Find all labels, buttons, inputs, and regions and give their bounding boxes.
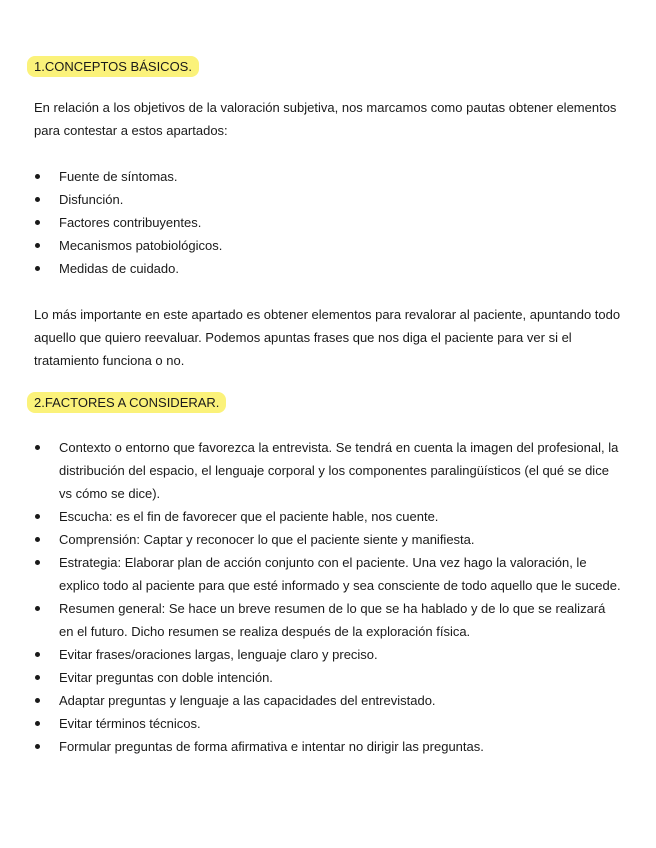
list-item-text: Comprensión: Captar y reconocer lo que el paciente siente y manifiesta. (59, 532, 475, 547)
list-item-text: Mecanismos patobiológicos. (59, 238, 223, 253)
list-item-text: Escucha: es el fin de favorecer que el paciente hable, nos cuente. (59, 509, 439, 524)
list-item-text: Medidas de cuidado. (59, 261, 179, 276)
list-item (34, 597, 622, 643)
list-item (34, 234, 622, 257)
list-item (34, 165, 622, 188)
bullet-icon (35, 744, 40, 749)
bullet-icon (35, 721, 40, 726)
bullet-icon (35, 197, 40, 202)
section-2-heading-wrapper (34, 392, 622, 413)
bullet-icon (35, 698, 40, 703)
section-1-list (34, 165, 622, 280)
bullet-icon (35, 514, 40, 519)
list-item-text: Resumen general: Se hace un breve resumen de lo que se ha hablado y de lo que se realizará en el futuro. Dicho resumen se realiza después de la exploración física. (59, 601, 606, 639)
list-item (34, 257, 622, 280)
list-item (34, 735, 622, 758)
list-item-text: Disfunción. (59, 192, 124, 207)
list-item (34, 211, 622, 234)
section-1-intro: En relación a los objetivos de la valoración subjetiva, nos marcamos como pautas obtener elementos para contestar a estos apartados: (34, 100, 617, 138)
section-1-heading: 1.CONCEPTOS BÁSICOS. (27, 56, 199, 77)
list-item-text: Fuente de síntomas. (59, 169, 178, 184)
list-item-text: Evitar términos técnicos. (59, 716, 201, 731)
list-item-text: Adaptar preguntas y lenguaje a las capacidades del entrevistado. (59, 693, 436, 708)
list-item-text: Evitar preguntas con doble intención. (59, 670, 273, 685)
list-item (34, 689, 622, 712)
section-2-list (34, 436, 622, 758)
section-1-closing: Lo más importante en este apartado es obtener elementos para revalorar al paciente, apuntando todo aquello que quiero reevaluar. Podemos apuntas frases que nos diga el paciente para ver si el tratamiento funciona o no. (34, 307, 621, 368)
list-item (34, 188, 622, 211)
bullet-icon (35, 174, 40, 179)
bullet-icon (35, 606, 40, 611)
bullet-icon (35, 537, 40, 542)
bullet-icon (35, 243, 40, 248)
bullet-icon (35, 675, 40, 680)
bullet-icon (35, 652, 40, 657)
list-item (34, 712, 622, 735)
bullet-icon (35, 560, 40, 565)
section-1-heading-wrapper (34, 56, 622, 77)
bullet-icon (35, 445, 40, 450)
list-item (34, 551, 622, 597)
bullet-icon (35, 266, 40, 271)
section-2-heading: 2.FACTORES A CONSIDERAR. (27, 392, 226, 413)
list-item (34, 666, 622, 689)
list-item (34, 505, 622, 528)
list-item-text: Estrategia: Elaborar plan de acción conjunto con el paciente. Una vez hago la valoración, le explico todo al paciente para que esté informado y sea consciente de todo aquello que le sucede. (59, 555, 621, 593)
list-item-text: Factores contribuyentes. (59, 215, 202, 230)
list-item (34, 528, 622, 551)
list-item-text: Evitar frases/oraciones largas, lenguaje claro y preciso. (59, 647, 378, 662)
list-item (34, 643, 622, 666)
list-item-text: Formular preguntas de forma afirmativa e intentar no dirigir las preguntas. (59, 739, 484, 754)
bullet-icon (35, 220, 40, 225)
list-item (34, 436, 622, 505)
list-item-text: Contexto o entorno que favorezca la entrevista. Se tendrá en cuenta la imagen del profesional, la distribución del espacio, el lenguaje corporal y los componentes paralingüísticos (el qué se dice vs cómo se dice). (59, 440, 619, 501)
